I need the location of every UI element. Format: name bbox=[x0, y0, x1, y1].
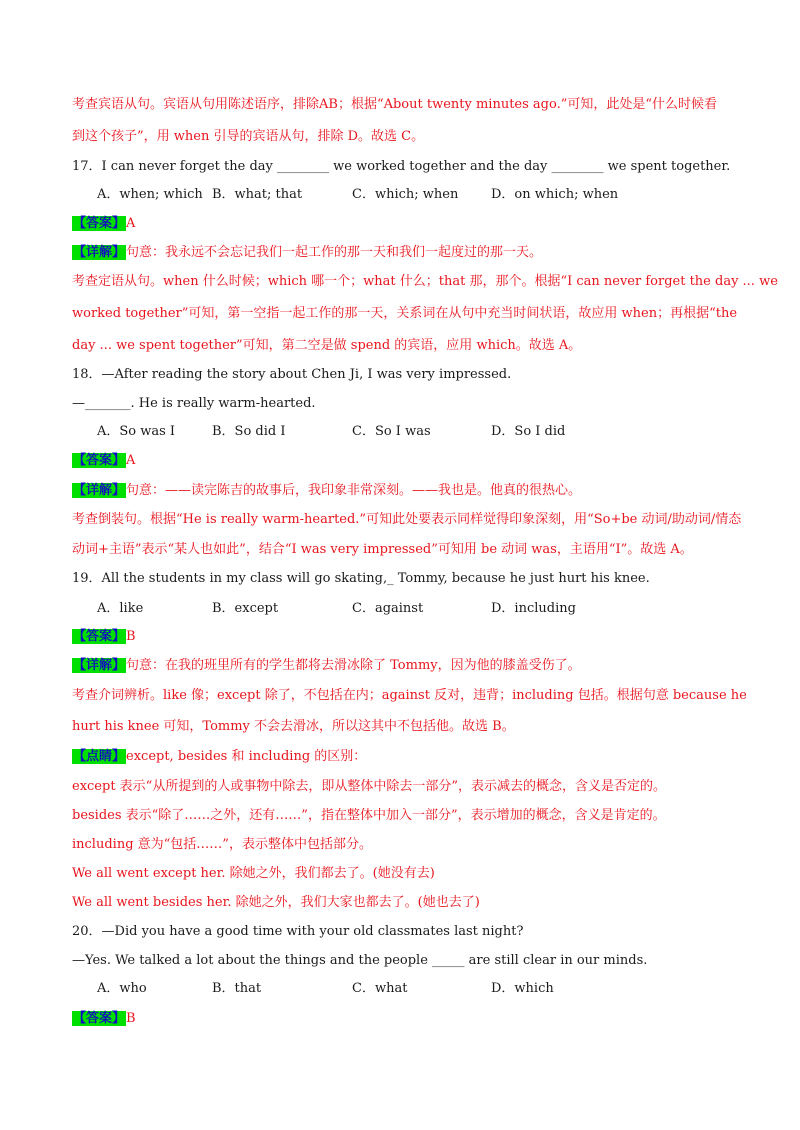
option-d: D．including bbox=[491, 601, 576, 616]
option-c: C．So I was bbox=[352, 424, 431, 439]
answer-tag: 【答案】 bbox=[73, 216, 126, 231]
question-17: 17．I can never forget the day ________ we worked together and the day ________ we spent together. bbox=[72, 159, 731, 174]
explanation-line: except 表示“从所提到的人或事物中除去，即从整体中除去一部分”，表示减去的概念，含义是否定的。 bbox=[72, 779, 666, 794]
explanation-line: including 意为“包括……”，表示整体中包括部分。 bbox=[72, 837, 372, 852]
question-20-reply: —Yes. We talked a lot about the things and the people _____ are still clear in our minds. bbox=[72, 953, 648, 968]
answer-tag: 【答案】 bbox=[73, 453, 126, 468]
option-a: A．So was I bbox=[97, 424, 176, 439]
explanation-line: 考查定语从句。when 什么时候；which 哪一个；what 什么；that 那，那个。根据“I can never forget the day ... we bbox=[72, 274, 778, 289]
option-c: C．against bbox=[352, 601, 424, 616]
detail-line bbox=[72, 482, 732, 500]
tip-line bbox=[72, 748, 732, 766]
detail-text: 句意：我永远不会忘记我们一起工作的那一天和我们一起度过的那一天。 bbox=[126, 245, 543, 260]
detail-tag: 【详解】 bbox=[73, 658, 126, 673]
option-b: B．So did I bbox=[212, 424, 286, 439]
answer-value: B bbox=[126, 1011, 136, 1026]
example-line: We all went besides her. 除她之外，我们大家也都去了。(她也去了) bbox=[72, 895, 480, 910]
option-a: A．like bbox=[97, 601, 144, 616]
explanation-line: worked together”可知，第一空指一起工作的那一天，关系词在从句中充当时间状语，故应用 when；再根据“the bbox=[72, 306, 738, 321]
detail-line bbox=[72, 657, 732, 675]
option-c: C．which; when bbox=[352, 187, 459, 202]
detail-text: 句意：——读完陈吉的故事后，我印象非常深刻。——我也是。他真的很热心。 bbox=[126, 483, 582, 498]
question-18-reply: —_______. He is really warm-hearted. bbox=[72, 396, 316, 411]
answer-line bbox=[72, 452, 732, 470]
question-20: 20．—Did you have a good time with your old classmates last night? bbox=[72, 924, 524, 939]
explanation-line: hurt his knee 可知，Tommy 不会去滑冰，所以这其中不包括他。故选 B。 bbox=[72, 719, 515, 734]
option-b: B．what; that bbox=[212, 187, 303, 202]
option-a: A．when; which bbox=[97, 187, 203, 202]
answer-value: B bbox=[126, 629, 136, 644]
answer-line bbox=[72, 1010, 732, 1028]
option-b: B．except bbox=[212, 601, 279, 616]
answer-line bbox=[72, 628, 732, 646]
answer-tag: 【答案】 bbox=[73, 1011, 126, 1026]
option-d: D．on which; when bbox=[491, 187, 619, 202]
detail-tag: 【详解】 bbox=[73, 245, 126, 260]
detail-text: 句意：在我的班里所有的学生都将去滑冰除了 Tommy，因为他的膝盖受伤了。 bbox=[126, 658, 581, 673]
example-line: We all went except her. 除她之外，我们都去了。(她没有去) bbox=[72, 866, 435, 881]
option-d: D．which bbox=[491, 981, 554, 996]
explanation-line: 到这个孩子”，用 when 引导的宾语从句，排除 D。故选 C。 bbox=[72, 129, 425, 144]
explanation-line: 动词+主语”表示“某人也如此”，结合“I was very impressed”可知用 be 动词 was，主语用“I”。故选 A。 bbox=[72, 542, 693, 557]
option-b: B．that bbox=[212, 981, 262, 996]
explanation-line: 考查倒装句。根据“He is really warm-hearted.”可知此处要表示同样觉得印象深刻，用“So+be 动词/助动词/情态 bbox=[72, 512, 742, 527]
detail-tag: 【详解】 bbox=[73, 483, 126, 498]
answer-tag: 【答案】 bbox=[73, 629, 126, 644]
explanation-line: 考查宾语从句。宾语从句用陈述语序，排除AB；根据“About twenty minutes ago.”可知，此处是“什么时候看 bbox=[72, 97, 718, 112]
explanation-line: day ... we spent together”可知，第二空是做 spend 的宾语，应用 which。故选 A。 bbox=[72, 338, 582, 353]
explanation-line: 考查介词辨析。like 像；except 除了，不包括在内；against 反对，违背；including 包括。根据句意 because he bbox=[72, 688, 747, 703]
option-d: D．So I did bbox=[491, 424, 566, 439]
option-c: C．what bbox=[352, 981, 408, 996]
answer-value: A bbox=[126, 216, 136, 231]
answer-line bbox=[72, 215, 732, 233]
tip-text: except, besides 和 including 的区别： bbox=[126, 749, 367, 764]
detail-line bbox=[72, 244, 732, 262]
option-a: A．who bbox=[97, 981, 147, 996]
question-18: 18．—After reading the story about Chen Ji, I was very impressed. bbox=[72, 367, 512, 382]
tip-tag: 【点睛】 bbox=[73, 749, 126, 764]
answer-value: A bbox=[126, 453, 136, 468]
question-19: 19．All the students in my class will go skating,_ Tommy, because he just hurt his knee. bbox=[72, 571, 650, 586]
explanation-line: besides 表示“除了……之外，还有……”，指在整体中加入一部分”，表示增加的概念，含义是肯定的。 bbox=[72, 808, 666, 823]
